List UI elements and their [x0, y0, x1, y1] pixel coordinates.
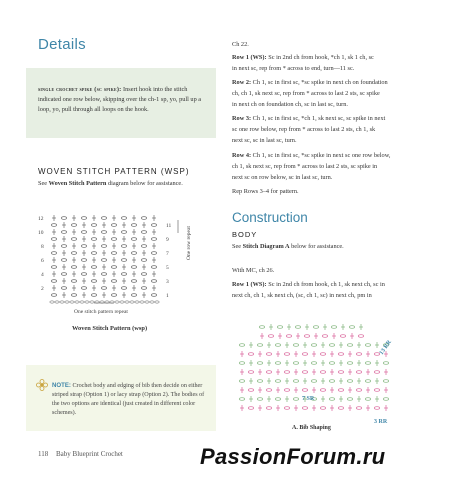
- chain-mark: [121, 231, 126, 234]
- chain-mark: [91, 294, 96, 297]
- row3-line1: [232, 114, 385, 124]
- chain-mark: [302, 353, 307, 356]
- chain-mark: [311, 380, 316, 383]
- row3-label: Row 3:: [232, 115, 252, 122]
- chain-mark: [141, 231, 146, 234]
- chain-mark: [356, 407, 361, 410]
- chain-mark: [374, 389, 379, 392]
- row-label: 1: [166, 293, 169, 299]
- chain-mark: [322, 335, 327, 338]
- chain-mark: [140, 301, 144, 303]
- chain-mark: [329, 398, 334, 401]
- chain-mark: [81, 259, 86, 262]
- chain-mark: [101, 245, 106, 248]
- row-label: 6: [41, 258, 44, 264]
- chain-mark: [121, 259, 126, 262]
- chain-mark: [65, 301, 69, 303]
- chain-mark: [248, 389, 253, 392]
- chain-mark: [347, 380, 352, 383]
- details-title: Details: [38, 36, 86, 53]
- page-number: 118: [38, 450, 49, 458]
- chain-mark: [51, 252, 56, 255]
- chain-mark: [135, 301, 139, 303]
- one-stitch-repeat-label: One stitch pattern repeat: [74, 309, 128, 315]
- sc-spike-term: single crochet spike (sc spike):: [38, 86, 122, 93]
- construction-title: Construction: [232, 210, 308, 225]
- chain-mark: [111, 238, 116, 241]
- chain-mark: [295, 326, 300, 329]
- row1-label: Row 1 (WS):: [232, 54, 267, 61]
- chain-mark: [331, 326, 336, 329]
- chain-mark: [101, 217, 106, 220]
- row-label: 11: [166, 223, 172, 229]
- chain-mark: [275, 398, 280, 401]
- chain-mark: [277, 326, 282, 329]
- chain-mark: [75, 301, 79, 303]
- foundation-chain: Ch 22.: [232, 41, 249, 48]
- chain-mark: [320, 407, 325, 410]
- chain-mark: [61, 217, 66, 220]
- chain-mark: [125, 301, 129, 303]
- chain-mark: [71, 266, 76, 269]
- sc-spike-text: Insert hook into the stitch indicated one row below, skipping over the ch-1 sp, yo, pull up a loop, yo, pull through all loops on the hook.: [38, 86, 202, 113]
- chain-mark: [71, 280, 76, 283]
- chain-mark: [151, 238, 156, 241]
- chain-mark: [338, 407, 343, 410]
- chain-mark: [51, 294, 56, 297]
- chain-mark: [293, 380, 298, 383]
- chain-mark: [131, 238, 136, 241]
- row-labels-right: [166, 223, 172, 299]
- row-label: 8: [41, 244, 44, 250]
- chain-mark: [145, 301, 149, 303]
- row1-text1: Sc in 2nd ch from hook, *ch 1, sk 1 ch, sc: [266, 54, 374, 61]
- row-labels-left: [38, 216, 44, 292]
- row2-line2: ch, ch 1, sk next sc, rep from * across to last 2 sts, sc spike: [232, 90, 380, 97]
- chain-mark: [347, 362, 352, 365]
- chain-mark: [365, 362, 370, 365]
- chain-mark: [51, 224, 56, 227]
- page-footer: [38, 450, 123, 458]
- chain-mark: [51, 238, 56, 241]
- chain-mark: [284, 371, 289, 374]
- chain-mark: [111, 280, 116, 283]
- chain-mark: [91, 252, 96, 255]
- chain-mark: [151, 294, 156, 297]
- chain-mark: [131, 280, 136, 283]
- row-label: 7: [166, 251, 169, 257]
- chain-mark: [81, 217, 86, 220]
- chain-mark: [338, 389, 343, 392]
- row4-line1: [232, 151, 390, 161]
- row-label: 4: [41, 272, 44, 278]
- row1-line2: in next sc, rep from * across to end, turn—11 sc.: [232, 65, 355, 72]
- chain-mark: [275, 380, 280, 383]
- row2-line1: [232, 78, 388, 88]
- chain-mark: [275, 344, 280, 347]
- chain-mark: [151, 280, 156, 283]
- wsp-see-prefix: See: [38, 180, 49, 187]
- body-see-suffix: below for assistance.: [289, 243, 344, 250]
- bib-shaping-caption: A. Bib Shaping: [292, 425, 331, 431]
- label-7-sr: 7 SR: [302, 396, 315, 402]
- chain-mark: [121, 245, 126, 248]
- chain-mark: [239, 398, 244, 401]
- chain-mark: [111, 252, 116, 255]
- chain-mark: [111, 224, 116, 227]
- chain-mark: [293, 398, 298, 401]
- left-column: [0, 0, 220, 480]
- chain-mark: [239, 362, 244, 365]
- chain-mark: [121, 287, 126, 290]
- row4-text1: Ch 1, sc in first sc, *sc spike in next sc one row below,: [251, 152, 391, 159]
- chain-mark: [81, 231, 86, 234]
- chain-mark: [304, 335, 309, 338]
- row-label: 9: [166, 237, 169, 243]
- wsp-see-text: [38, 180, 183, 187]
- body-row1-text1: Sc in 2nd ch from hook, ch 1, sk next ch, sc in: [266, 281, 385, 288]
- chain-mark: [239, 344, 244, 347]
- chain-mark: [81, 287, 86, 290]
- row4-line3: next sc on row below, sc in last sc, turn.: [232, 174, 333, 181]
- chain-mark: [121, 273, 126, 276]
- chain-mark: [329, 362, 334, 365]
- chain-mark: [302, 407, 307, 410]
- with-mc: With MC, ch 26.: [232, 267, 275, 274]
- chain-mark: [130, 301, 134, 303]
- chain-mark: [60, 301, 64, 303]
- note-label: NOTE:: [52, 382, 71, 389]
- repeat-rows: Rep Rows 3–4 for pattern.: [232, 188, 299, 195]
- label-13-rr: 13 RR: [378, 339, 393, 357]
- body-row1-line1: [232, 280, 385, 290]
- chain-mark: [340, 335, 345, 338]
- construction-note-text: [52, 381, 212, 418]
- chain-mark: [61, 287, 66, 290]
- chain-mark: [374, 371, 379, 374]
- chain-mark: [141, 217, 146, 220]
- chain-mark: [383, 362, 388, 365]
- body-see-bold: Stitch Diagram A: [242, 243, 290, 250]
- chain-mark: [365, 380, 370, 383]
- chain-mark: [266, 371, 271, 374]
- sc-spike-definition-box: [26, 68, 216, 138]
- chain-mark: [248, 407, 253, 410]
- row-label: 12: [38, 216, 44, 222]
- row4-label: Row 4:: [232, 152, 252, 159]
- chain-mark: [70, 301, 74, 303]
- chain-mark: [155, 301, 159, 303]
- chain-mark: [374, 407, 379, 410]
- row-label: 10: [38, 230, 44, 236]
- chain-mark: [356, 353, 361, 356]
- chain-mark: [329, 344, 334, 347]
- chain-mark: [121, 217, 126, 220]
- chain-mark: [320, 353, 325, 356]
- row4-line2: ch 1, sk next sc, rep from * across to last 2 sts, sc spike in: [232, 163, 378, 170]
- construction-note-box: [26, 365, 216, 431]
- sc-spike-definition: [38, 85, 210, 115]
- chain-mark: [266, 389, 271, 392]
- chain-mark: [51, 280, 56, 283]
- flower-icon: [36, 379, 48, 391]
- chain-mark: [61, 259, 66, 262]
- row-label: 2: [41, 286, 44, 292]
- chain-mark: [311, 344, 316, 347]
- chain-mark: [71, 252, 76, 255]
- book-title: Baby Blueprint Crochet: [56, 450, 123, 458]
- chain-mark: [356, 389, 361, 392]
- chain-mark: [91, 266, 96, 269]
- chain-mark: [358, 335, 363, 338]
- chain-mark: [61, 245, 66, 248]
- chain-mark: [329, 380, 334, 383]
- chain-mark: [131, 224, 136, 227]
- row2-line3: in next ch on foundation ch, sc in last sc, turn.: [232, 101, 348, 108]
- chain-mark: [111, 266, 116, 269]
- chain-mark: [248, 353, 253, 356]
- chain-mark: [338, 371, 343, 374]
- chain-mark: [91, 280, 96, 283]
- chain-mark: [151, 252, 156, 255]
- body-see-prefix: See: [232, 243, 243, 250]
- woven-stitch-diagram: [38, 200, 213, 315]
- chain-mark: [266, 353, 271, 356]
- chain-mark: [55, 301, 59, 303]
- chain-mark: [71, 294, 76, 297]
- body-see-text: [232, 242, 344, 252]
- wsp-see-bold: Woven Stitch Pattern: [48, 180, 107, 187]
- wsp-heading: WOVEN STITCH PATTERN (WSP): [38, 167, 190, 176]
- chain-mark: [81, 245, 86, 248]
- chain-mark: [101, 273, 106, 276]
- chain-mark: [101, 259, 106, 262]
- chain-mark: [101, 287, 106, 290]
- chain-mark: [302, 389, 307, 392]
- note-body: Crochet body and edging of bib then decide on either striped strap (Option 1) or lacy strap (Option 2). The bodies of the two options are identical (just created in different color schemes).: [52, 383, 205, 416]
- chain-mark: [91, 224, 96, 227]
- chain-mark: [275, 362, 280, 365]
- chain-mark: [259, 326, 264, 329]
- chain-mark: [365, 398, 370, 401]
- right-column: [230, 0, 452, 480]
- chain-mark: [257, 380, 262, 383]
- row2-label: Row 2:: [232, 79, 252, 86]
- row2-text1: Ch 1, sc in first sc, *sc spike in next ch on foundation: [251, 79, 388, 86]
- bib-shaping-diagram: [232, 315, 402, 435]
- chain-mark: [71, 238, 76, 241]
- chain-mark: [347, 344, 352, 347]
- row3-line3: next sc, sc in last sc, turn.: [232, 137, 297, 144]
- chain-mark: [131, 294, 136, 297]
- row-label: 5: [166, 265, 169, 271]
- chain-mark: [85, 301, 89, 303]
- chain-mark: [268, 335, 273, 338]
- wsp-caption: Woven Stitch Pattern (wsp): [72, 325, 148, 332]
- chain-mark: [150, 301, 154, 303]
- chain-mark: [257, 344, 262, 347]
- chain-mark: [71, 224, 76, 227]
- label-3-rr: 3 RR: [374, 419, 388, 425]
- chain-mark: [356, 371, 361, 374]
- chain-mark: [320, 371, 325, 374]
- chain-mark: [141, 245, 146, 248]
- chain-mark: [141, 259, 146, 262]
- one-row-repeat-label: One row repeat: [186, 226, 192, 260]
- chain-mark: [61, 231, 66, 234]
- chain-mark: [257, 362, 262, 365]
- chain-mark: [248, 371, 253, 374]
- watermark: PassionForum.ru: [200, 444, 386, 469]
- chain-mark: [80, 301, 84, 303]
- chain-mark: [151, 224, 156, 227]
- chain-mark: [313, 326, 318, 329]
- chain-mark: [338, 353, 343, 356]
- chain-mark: [239, 380, 244, 383]
- chain-mark: [383, 380, 388, 383]
- wsp-grid: [50, 215, 159, 303]
- chain-mark: [115, 301, 119, 303]
- chain-mark: [61, 273, 66, 276]
- body-row1-label: Row 1 (WS):: [232, 281, 267, 288]
- chain-mark: [51, 266, 56, 269]
- chain-mark: [347, 398, 352, 401]
- chain-mark: [151, 266, 156, 269]
- row3-line2: sc one row below, rep from * across to last 2 sts, ch 1, sk: [232, 126, 376, 133]
- chain-mark: [81, 273, 86, 276]
- chain-mark: [383, 398, 388, 401]
- chain-mark: [365, 344, 370, 347]
- chain-mark: [284, 353, 289, 356]
- chain-mark: [101, 231, 106, 234]
- body-row1-line2: next ch, ch 1, sk next ch, (sc, ch 1, sc) in next ch, pm in: [232, 292, 372, 299]
- chain-mark: [90, 301, 94, 303]
- chain-mark: [320, 389, 325, 392]
- chain-mark: [293, 362, 298, 365]
- chain-mark: [91, 238, 96, 241]
- chain-mark: [131, 266, 136, 269]
- chain-mark: [311, 362, 316, 365]
- row-label: 3: [166, 279, 169, 285]
- chain-mark: [50, 301, 54, 303]
- chain-mark: [120, 301, 124, 303]
- chain-mark: [266, 407, 271, 410]
- chain-mark: [111, 294, 116, 297]
- row1-line1: [232, 53, 374, 63]
- chain-mark: [131, 252, 136, 255]
- chain-mark: [284, 389, 289, 392]
- chain-mark: [141, 273, 146, 276]
- chain-mark: [293, 344, 298, 347]
- chain-mark: [257, 398, 262, 401]
- chain-mark: [302, 371, 307, 374]
- row3-text1: Ch 1, sc in first sc, *ch 1, sk next sc, sc spike in next: [251, 115, 386, 122]
- body-heading: BODY: [232, 230, 258, 239]
- chain-mark: [349, 326, 354, 329]
- wsp-see-suffix: diagram below for assistance.: [106, 180, 183, 187]
- chain-mark: [286, 335, 291, 338]
- chain-mark: [284, 407, 289, 410]
- chain-mark: [141, 287, 146, 290]
